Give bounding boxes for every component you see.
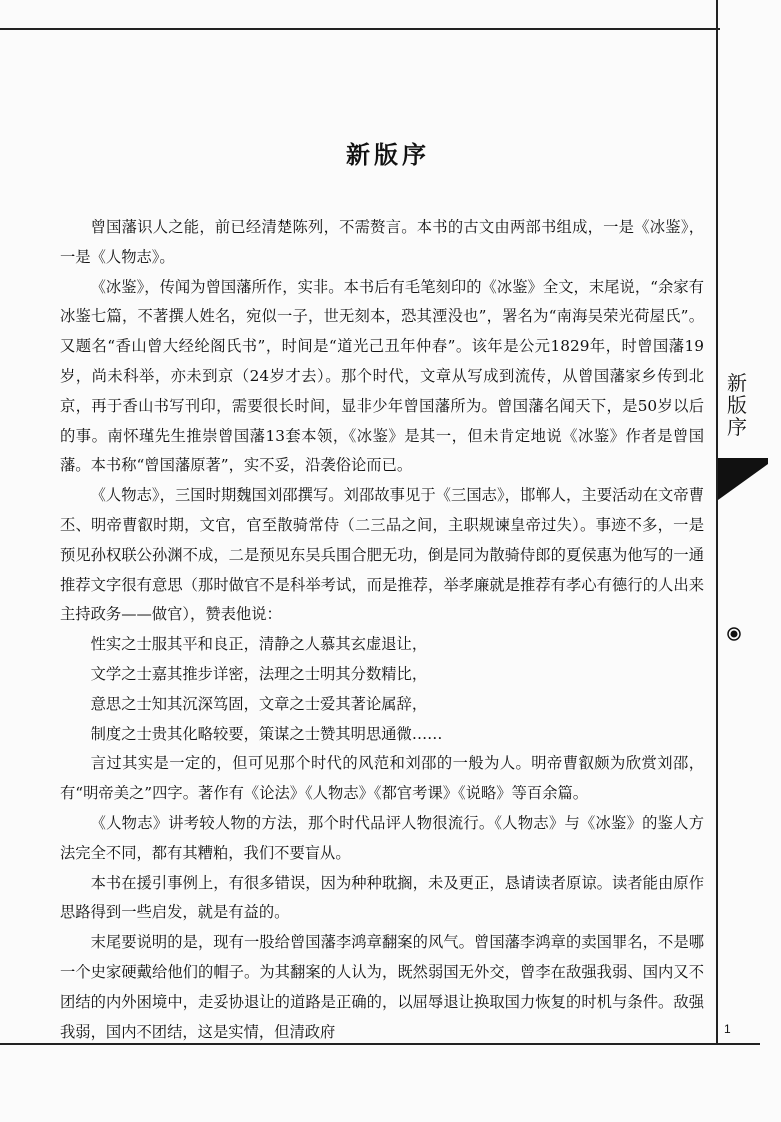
paragraph: 曾国藩识人之能，前已经清楚陈列，不需赘言。本书的古文由两部书组成，一是《冰鉴》，一是《人物志》。 [60, 218, 704, 266]
bullet-dot-icon [727, 627, 741, 641]
paragraph: 《人物志》，三国时期魏国刘邵撰写。刘邵故事见于《三国志》，邯郸人，主要活动在文帝曹丕、明帝曹叡时期，文官，官至散骑常侍（二三品之间，主职规谏皇帝过失）。事迹不多，一是预见孙权联公孙渊不成，二是预见东吴兵围合肥无功，倒是同为散骑侍郎的夏侯惠为他写的一通推荐文字很有意思（那时做官不是科举考试，而是推荐，举孝廉就是推荐有孝心有德行的人出来主持政务——做官），赞表他说： [60, 486, 704, 624]
paragraph: 《冰鉴》，传闻为曾国藩所作，实非。本书后有毛笔刻印的《冰鉴》全文，末尾说，“余家有冰鉴七篇，不著撰人姓名，宛似一子，世无刻本，恐其湮没也”，署名为“南海吴荣光荷屋氏”。又题名“香山曾大经纶阁氏书”，时间是“道光己丑年仲春”。该年是公元1829年，时曾国藩19岁，尚未科举，亦未到京（24岁才去）。那个时代，文章从写成到流传，从曾国藩家乡传到北京，再于香山书写刊印，需要很长时间，显非少年曾国藩所为。曾国藩名闻天下，是50岁以后的事。南怀瑾先生推崇曾国藩13套本领，《冰鉴》是其一，但未肯定地说《冰鉴》作者是曾国藩。本书称“曾国藩原著”，实不妥，沿袭俗论而已。 [60, 277, 704, 475]
side-title-char: 新 [727, 371, 747, 395]
side-section-title [724, 372, 750, 438]
section-tab-marker [718, 458, 768, 500]
verse-line: 文学之士嘉其推步详密，法理之士明其分数精比， [90, 664, 428, 683]
page-title: 新版序 [346, 140, 430, 169]
paragraph: 本书在援引事例上，有很多错误，因为种种耽搁，未及更正，恳请读者原谅。读者能由原作思路得到一些启发，就是有益的。 [60, 873, 704, 922]
verse-line: 制度之士贵其化略较要，策谋之士赞其明思通微…… [90, 724, 443, 743]
verse-line: 性实之士服其平和良正，清静之人慕其玄虚退让， [90, 635, 428, 654]
top-rule [0, 28, 720, 30]
side-title-char: 序 [727, 415, 747, 439]
verse-line: 意思之士知其沉深笃固，文章之士爱其著论属辞， [90, 694, 428, 713]
paragraph: 言过其实是一定的，但可见那个时代的风范和刘邵的一般为人。明帝曹叡颇为欣赏刘邵，有“明帝美之”四字。著作有《论法》《人物志》《都官考课》《说略》等百余篇。 [60, 754, 704, 803]
page-number: 1 [724, 1022, 731, 1036]
paragraph: 末尾要说明的是，现有一股给曾国藩李鸿章翻案的风气。曾国藩李鸿章的卖国罪名，不是哪一个史家硬戴给他们的帽子。为其翻案的人认为，既然弱国无外交，曾李在敌强我弱、国内又不团结的内外困境中，走妥协退让的道路是正确的，以屈辱退让换取国力恢复的时机与条件。敌强我弱，国内不团结，这是实情，但清政府 [60, 933, 704, 1041]
paragraph: 《人物志》讲考较人物的方法，那个时代品评人物很流行。《人物志》与《冰鉴》的鉴人方法完全不同，都有其糟粕，我们不要盲从。 [60, 813, 704, 862]
margin-rule [716, 0, 718, 1043]
side-title-char: 版 [727, 393, 747, 417]
body-text [60, 213, 704, 1047]
